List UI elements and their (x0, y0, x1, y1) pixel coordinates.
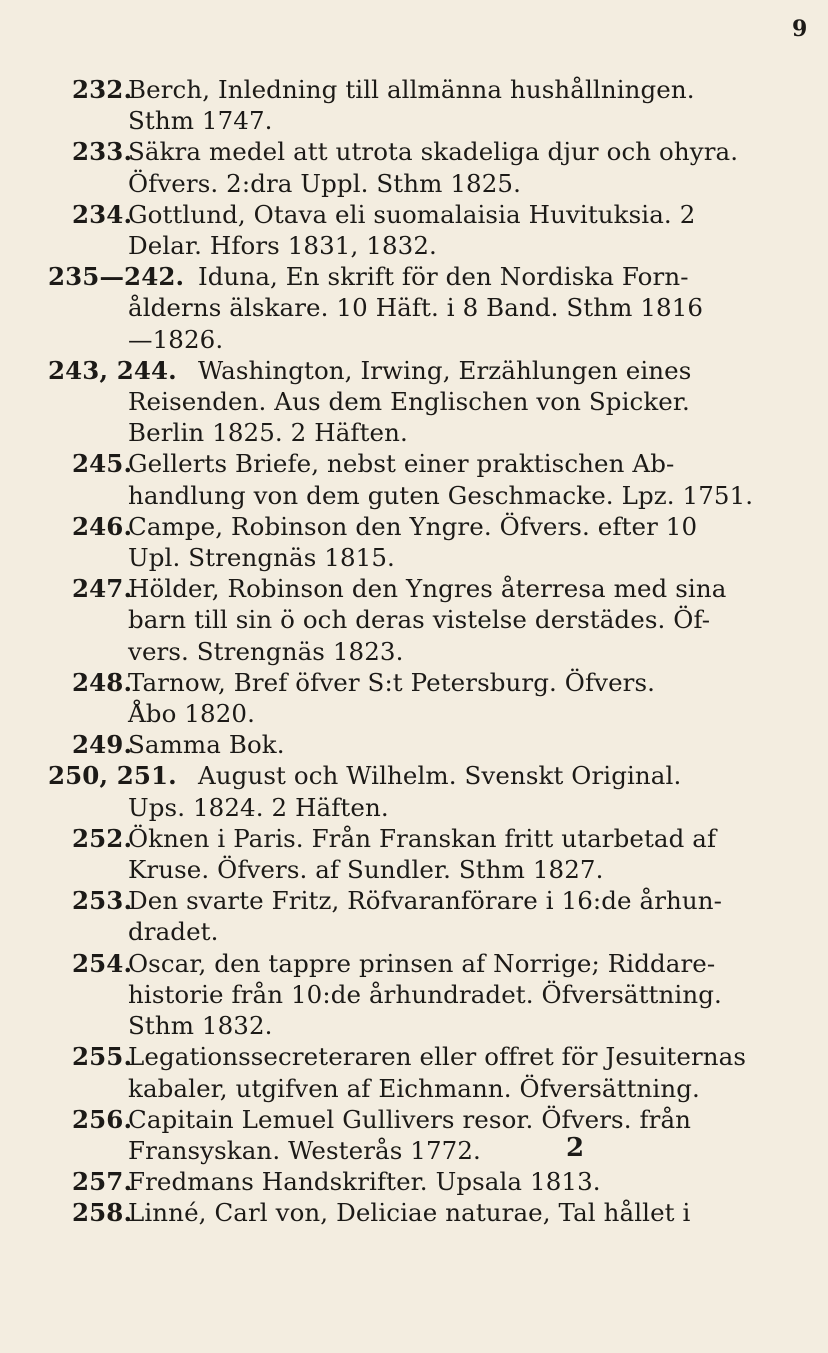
catalog-entry (0, 760, 738, 822)
entry-text-line: Berlin 1825. 2 Häften. (128, 418, 408, 448)
entry-text-line: Sthm 1747. (128, 106, 273, 136)
catalog-entry (0, 1166, 738, 1197)
entry-text-line: Upl. Strengnäs 1815. (128, 543, 395, 573)
entry-text-line: Legationssecreteraren eller offret för Jesuiternas (128, 1042, 747, 1072)
entry-number: 233. (72, 137, 133, 167)
catalog-entry (0, 199, 738, 261)
entry-number: 254. (72, 948, 133, 978)
entry-number: 256. (72, 1104, 133, 1134)
entry-number: 257. (72, 1167, 133, 1197)
entry-number: 249. (72, 730, 133, 760)
catalog-entries (0, 74, 828, 1229)
catalog-entry (0, 136, 738, 198)
entry-text-line: August och Wilhelm. Svenskt Original. (198, 761, 682, 791)
catalog-entry (0, 511, 738, 573)
entry-number: 255. (72, 1042, 133, 1072)
entry-number: 252. (72, 823, 133, 853)
entry-number: 258. (72, 1198, 133, 1228)
entry-text-line: Fredmans Handskrifter. Upsala 1813. (128, 1167, 601, 1197)
entry-text-line: Iduna, En skrift för den Nordiska Forn- (198, 262, 689, 292)
entry-text-line: vers. Strengnäs 1823. (128, 636, 404, 666)
entry-text-line: Washington, Irwing, Erzählungen eines (198, 355, 692, 385)
catalog-entry (0, 573, 738, 667)
catalog-entry (0, 823, 738, 885)
entry-text-line: Berch, Inledning till allmänna hushållningen. (128, 75, 695, 104)
entry-text-line: Samma Bok. (128, 730, 285, 760)
entry-number: 247. (72, 574, 133, 604)
entry-text-line: dradet. (128, 917, 219, 947)
entry-number: 248. (72, 667, 133, 697)
entry-text-line: ålderns älskare. 10 Häft. i 8 Band. Sthm 1816 (128, 293, 704, 323)
entry-number: 246. (72, 511, 133, 541)
entry-text-line: Oscar, den tappre prinsen af Norrige; Riddare- (128, 948, 716, 978)
catalog-entry (0, 885, 738, 947)
entry-text-line: Campe, Robinson den Yngre. Öfvers. efter 10 (128, 511, 698, 541)
entry-number: 245. (72, 449, 133, 479)
catalog-entry (0, 729, 738, 760)
catalog-entry (0, 1104, 738, 1166)
entry-text-line: Gellerts Briefe, nebst einer praktischen Ab- (128, 449, 675, 479)
entry-text-line: Gottlund, Otava eli suomalaisia Huvituksia. 2 (128, 199, 696, 229)
entry-text-line: Capitain Lemuel Gullivers resor. Öfvers. från (128, 1104, 692, 1134)
entry-text-line: Delar. Hfors 1831, 1832. (128, 231, 437, 261)
entry-text-line: Öfvers. 2:dra Uppl. Sthm 1825. (128, 168, 521, 198)
entry-text-line: handlung von dem guten Geschmacke. Lpz. 1751. (128, 480, 754, 510)
entry-text-line: Linné, Carl von, Deliciae naturae, Tal hållet i (128, 1198, 691, 1228)
entry-text-line: Hölder, Robinson den Yngres återresa med sina (128, 574, 727, 604)
entry-text-line: Ups. 1824. 2 Häften. (128, 792, 389, 822)
entry-number: 234. (72, 199, 133, 229)
entry-text-line: barn till sin ö och deras vistelse derstädes. Öf- (128, 605, 711, 635)
catalog-entry (0, 74, 738, 136)
entry-text-line: kabaler, utgifven af Eichmann. Öfversättning. (128, 1073, 700, 1103)
entry-number: 243, 244. (48, 355, 177, 385)
entry-number: 232. (72, 75, 133, 104)
entry-number: 235—242. (48, 262, 185, 292)
entry-text-line: Säkra medel att utrota skadeliga djur och ohyra. (128, 137, 739, 167)
catalog-entry (0, 261, 738, 355)
entry-text-line: historie från 10:de århundradet. Öfversättning. (128, 979, 722, 1009)
catalog-entry (0, 1197, 738, 1228)
entry-number: 250, 251. (48, 761, 177, 791)
catalog-entry (0, 355, 738, 449)
entry-text-line: Sthm 1832. (128, 1011, 273, 1041)
catalog-entry (0, 1041, 747, 1103)
entry-text-line: Reisenden. Aus dem Englischen von Spicker. (128, 387, 690, 417)
signature-mark: 2 (566, 1133, 585, 1163)
entry-text-line: Öknen i Paris. Från Franskan fritt utarbetad af (128, 823, 717, 853)
entry-text-line: —1826. (128, 324, 224, 354)
catalog-entry (0, 448, 754, 510)
entry-text-line: Åbo 1820. (128, 699, 255, 729)
page-number: 9 (792, 16, 808, 42)
entry-text-line: Den svarte Fritz, Röfvaranförare i 16:de århun- (128, 886, 723, 916)
entry-text-line: Fransyskan. Westerås 1772. (128, 1135, 481, 1165)
entry-number: 253. (72, 886, 133, 916)
catalog-entry (0, 667, 738, 729)
catalog-entry (0, 948, 738, 1042)
entry-text-line: Tarnow, Bref öfver S:t Petersburg. Öfvers. (128, 667, 656, 697)
entry-text-line: Kruse. Öfvers. af Sundler. Sthm 1827. (128, 855, 604, 885)
